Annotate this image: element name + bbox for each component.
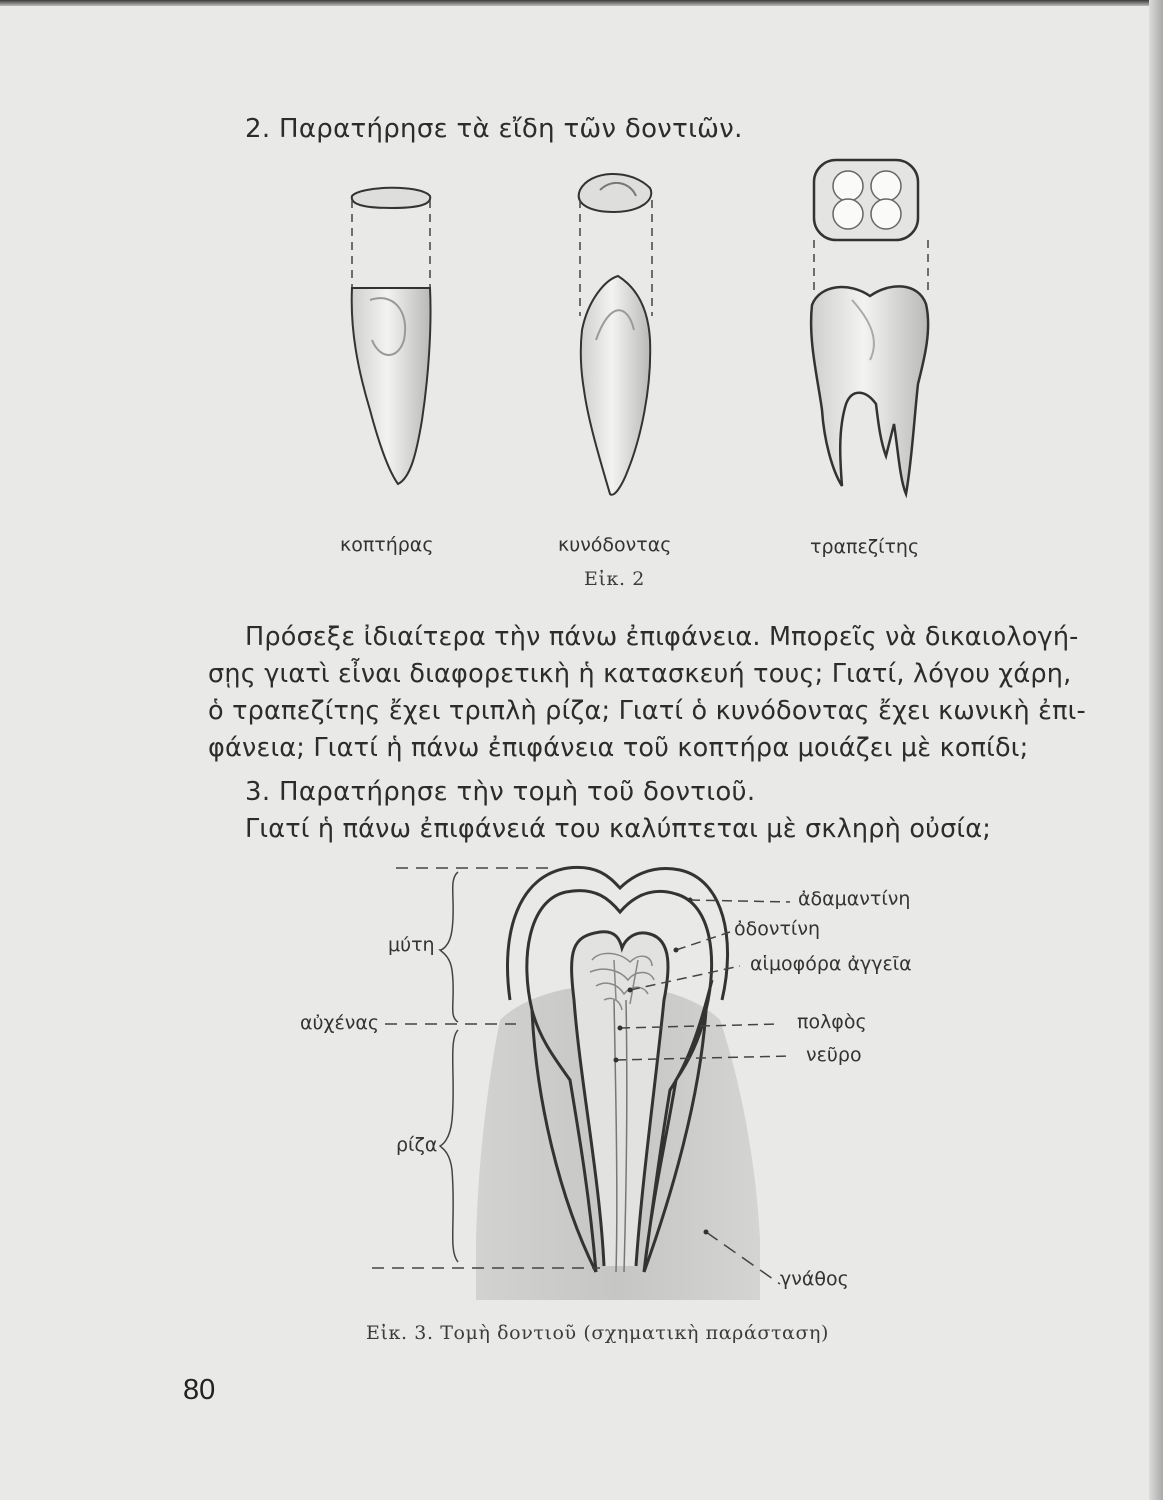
label-dentin: ὀδοντίνη: [734, 918, 821, 940]
section-2-heading: 2. Παρατήρησε τὰ εἴδη τῶν δοντιῶν.: [245, 114, 743, 144]
label-blood-vessels: αἱμοφόρα ἀγγεῖα: [750, 953, 912, 975]
label-crown: μύτη: [388, 934, 435, 956]
label-incisor: κοπτήρας: [340, 534, 434, 556]
label-molar: τραπεζίτης: [810, 536, 920, 558]
label-enamel: ἀδαμαντίνη: [798, 888, 911, 910]
label-pulp: πολφὸς: [797, 1011, 867, 1033]
label-nerve: νεῦρο: [806, 1044, 862, 1066]
paragraph-line-1: Πρόσεξε ἰδιαίτερα τὴν πάνω ἐπιφάνεια. Μπορεῖς νὰ δικαιολογή-: [245, 622, 1079, 652]
label-canine: κυνόδοντας: [558, 534, 672, 556]
label-neck: αὐχένας: [300, 1012, 380, 1034]
paragraph-line-2: σῃς γιατὶ εἶναι διαφορετικὴ ἡ κατασκευή τους; Γιατί, λόγου χάρη,: [208, 659, 1072, 689]
label-jaw: γνάθος: [780, 1268, 849, 1290]
section-3-heading: 3. Παρατήρησε τὴν τομὴ τοῦ δοντιοῦ.: [245, 777, 756, 807]
section-3-question: Γιατί ἡ πάνω ἐπιφάνειά του καλύπτεται μὲ σκληρὴ οὐσία;: [245, 814, 992, 844]
paragraph-line-3: ὁ τραπεζίτης ἔχει τριπλὴ ρίζα; Γιατί ὁ κυνόδοντας ἔχει κωνικὴ ἐπι-: [208, 696, 1086, 726]
page-number: 80: [183, 1374, 216, 1406]
figure-3-caption: Εἰκ. 3. Τομὴ δοντιοῦ (σχηματικὴ παράσταση): [366, 1322, 830, 1344]
label-root: ρίζα: [396, 1134, 438, 1156]
paragraph-line-4: φάνεια; Γιατί ἡ πάνω ἐπιφάνεια τοῦ κοπτήρα μοιάζει μὲ κοπίδι;: [208, 733, 1029, 763]
figure-2-caption: Εἰκ. 2: [584, 568, 645, 590]
